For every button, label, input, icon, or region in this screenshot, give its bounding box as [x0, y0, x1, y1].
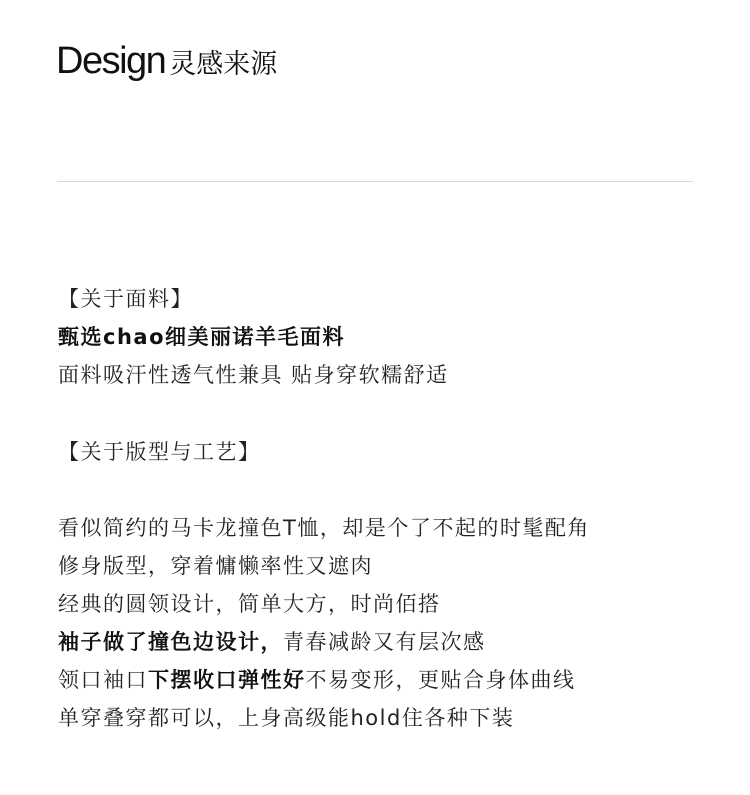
inspiration-title: 灵感来源 — [169, 49, 278, 80]
fabric-heading: 【关于面料】 — [58, 287, 193, 311]
craft-line-5-a: 领口袖口 — [58, 668, 148, 692]
craft-line-1: 看似简约的马卡龙撞色T恤，却是个了不起的时髦配角 — [58, 516, 590, 540]
design-title: Design — [56, 40, 166, 82]
divider — [57, 181, 693, 182]
page-header — [56, 40, 277, 83]
craft-line-5 — [58, 666, 576, 694]
fabric-description: 面料吸汗性透气性兼具 贴身穿软糯舒适 — [58, 363, 449, 387]
craft-line-2: 修身版型，穿着慵懒率性又遮肉 — [58, 554, 373, 578]
craft-line-4-rest: 青春减龄又有层次感 — [283, 630, 486, 654]
craft-line-5-bold: 下摆收口弹性好 — [148, 668, 306, 692]
craft-line-5-b: 不易变形，更贴合身体曲线 — [305, 668, 576, 692]
craft-line-6: 单穿叠穿都可以，上身高级能hold住各种下装 — [58, 706, 515, 730]
craft-line-3: 经典的圆领设计，简单大方，时尚佰搭 — [58, 592, 441, 616]
fabric-highlight: 甄选chao细美丽诺羊毛面料 — [58, 325, 345, 349]
craft-heading: 【关于版型与工艺】 — [58, 440, 261, 464]
craft-line-4-bold: 袖子做了撞色边设计， — [58, 630, 283, 654]
craft-line-4 — [58, 628, 486, 656]
